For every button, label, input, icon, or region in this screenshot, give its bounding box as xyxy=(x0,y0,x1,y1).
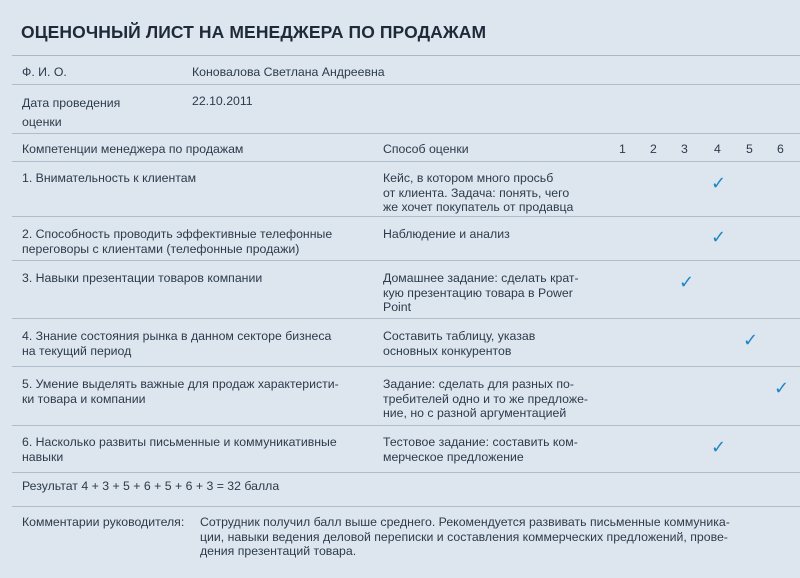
comments-label: Комментарии руководителя: xyxy=(22,515,185,529)
fio-label: Ф. И. О. xyxy=(22,65,67,79)
method-cell xyxy=(383,377,588,421)
table-row xyxy=(12,367,800,426)
comments-block xyxy=(12,507,800,567)
table-row xyxy=(12,319,800,367)
fio-value: Коновалова Светлана Андреевна xyxy=(192,65,385,79)
competency-line: 2. Способность проводить эффективные телефонные xyxy=(22,227,333,241)
competency-cell xyxy=(22,171,196,186)
result-text: Результат 4 + 3 + 5 + 6 + 5 + 6 + 3 = 32 балла xyxy=(22,479,280,493)
method-line: Тестовое задание: составить ком- xyxy=(383,435,578,449)
document-title: ОЦЕНОЧНЫЙ ЛИСТ НА МЕНЕДЖЕРА ПО ПРОДАЖАМ xyxy=(21,22,487,42)
method-cell xyxy=(383,329,535,358)
score-header-5: 5 xyxy=(746,142,753,156)
result-row xyxy=(12,473,800,507)
score-header-3: 3 xyxy=(681,142,688,156)
table-row xyxy=(12,261,800,319)
table-row xyxy=(12,426,800,473)
method-line: Домашнее задание: сделать крат- xyxy=(383,271,579,285)
date-label xyxy=(22,94,120,132)
score-header-4: 4 xyxy=(714,142,721,156)
table-header xyxy=(12,134,800,162)
competency-cell xyxy=(22,377,339,406)
method-line: от клиента. Задача: понять, чего xyxy=(383,185,570,200)
method-cell xyxy=(383,435,578,464)
table-row xyxy=(12,217,800,261)
competency-line: ки товара и компании xyxy=(22,391,146,406)
date-label-line1: Дата проведения xyxy=(22,96,121,110)
date-value: 22.10.2011 xyxy=(192,94,253,108)
checkmark-icon: ✓ xyxy=(711,227,727,248)
competency-line: 4. Знание состояния рынка в данном секторе бизнеса xyxy=(22,329,332,343)
competency-cell xyxy=(22,271,262,286)
method-line: же хочет покупатель от продавца xyxy=(383,200,574,214)
date-row xyxy=(12,85,800,134)
header-method: Способ оценки xyxy=(383,142,469,156)
method-line: кую презентацию товара в Power xyxy=(383,285,573,300)
method-line: Составить таблицу, указав xyxy=(383,329,536,343)
fio-row xyxy=(12,56,800,85)
competency-line: 5. Умение выделять важные для продаж характеристи- xyxy=(22,377,339,391)
comments-text xyxy=(200,515,790,559)
competency-line: 6. Насколько развиты письменные и коммуникативные xyxy=(22,435,337,449)
competency-cell xyxy=(22,227,332,256)
checkmark-icon: ✓ xyxy=(774,378,790,399)
method-line: Задание: сделать для разных по- xyxy=(383,377,574,391)
score-header-6: 6 xyxy=(777,142,784,156)
comments-line: ции, навыки ведения деловой переписки и составления коммерческих предложений, прове- xyxy=(200,529,728,544)
checkmark-icon: ✓ xyxy=(743,330,759,351)
competency-cell xyxy=(22,435,337,464)
method-line: Наблюдение и анализ xyxy=(383,227,510,241)
competency-cell xyxy=(22,329,331,358)
method-line: основных конкурентов xyxy=(383,343,512,358)
competency-line: 1. Внимательность к клиентам xyxy=(22,171,197,185)
method-line: мерческое предложение xyxy=(383,449,524,464)
method-line: ние, но с разной аргументацией xyxy=(383,406,567,420)
date-label-line2: оценки xyxy=(22,115,62,129)
comments-line: дения презентаций товара. xyxy=(200,544,357,558)
comments-line: Сотрудник получил балл выше среднего. Рекомендуется развивать письменные коммуника- xyxy=(200,515,730,529)
table-row xyxy=(12,162,800,217)
score-header-2: 2 xyxy=(650,142,657,156)
method-cell xyxy=(383,171,573,215)
method-line: Point xyxy=(383,300,412,314)
checkmark-icon: ✓ xyxy=(679,272,695,293)
competency-line: на текущий период xyxy=(22,343,132,358)
method-line: требителей одно и то же предложе- xyxy=(383,391,589,406)
checkmark-icon: ✓ xyxy=(711,437,727,458)
competency-line: 3. Навыки презентации товаров компании xyxy=(22,271,263,285)
method-cell xyxy=(383,271,579,315)
competency-line: навыки xyxy=(22,449,64,464)
checkmark-icon: ✓ xyxy=(711,173,727,194)
header-competencies: Компетенции менеджера по продажам xyxy=(22,142,244,156)
method-line: Кейс, в котором много просьб xyxy=(383,171,554,185)
competency-line: переговоры с клиентами (телефонные продажи) xyxy=(22,241,300,256)
score-header-1: 1 xyxy=(619,142,626,156)
method-cell xyxy=(383,227,510,242)
